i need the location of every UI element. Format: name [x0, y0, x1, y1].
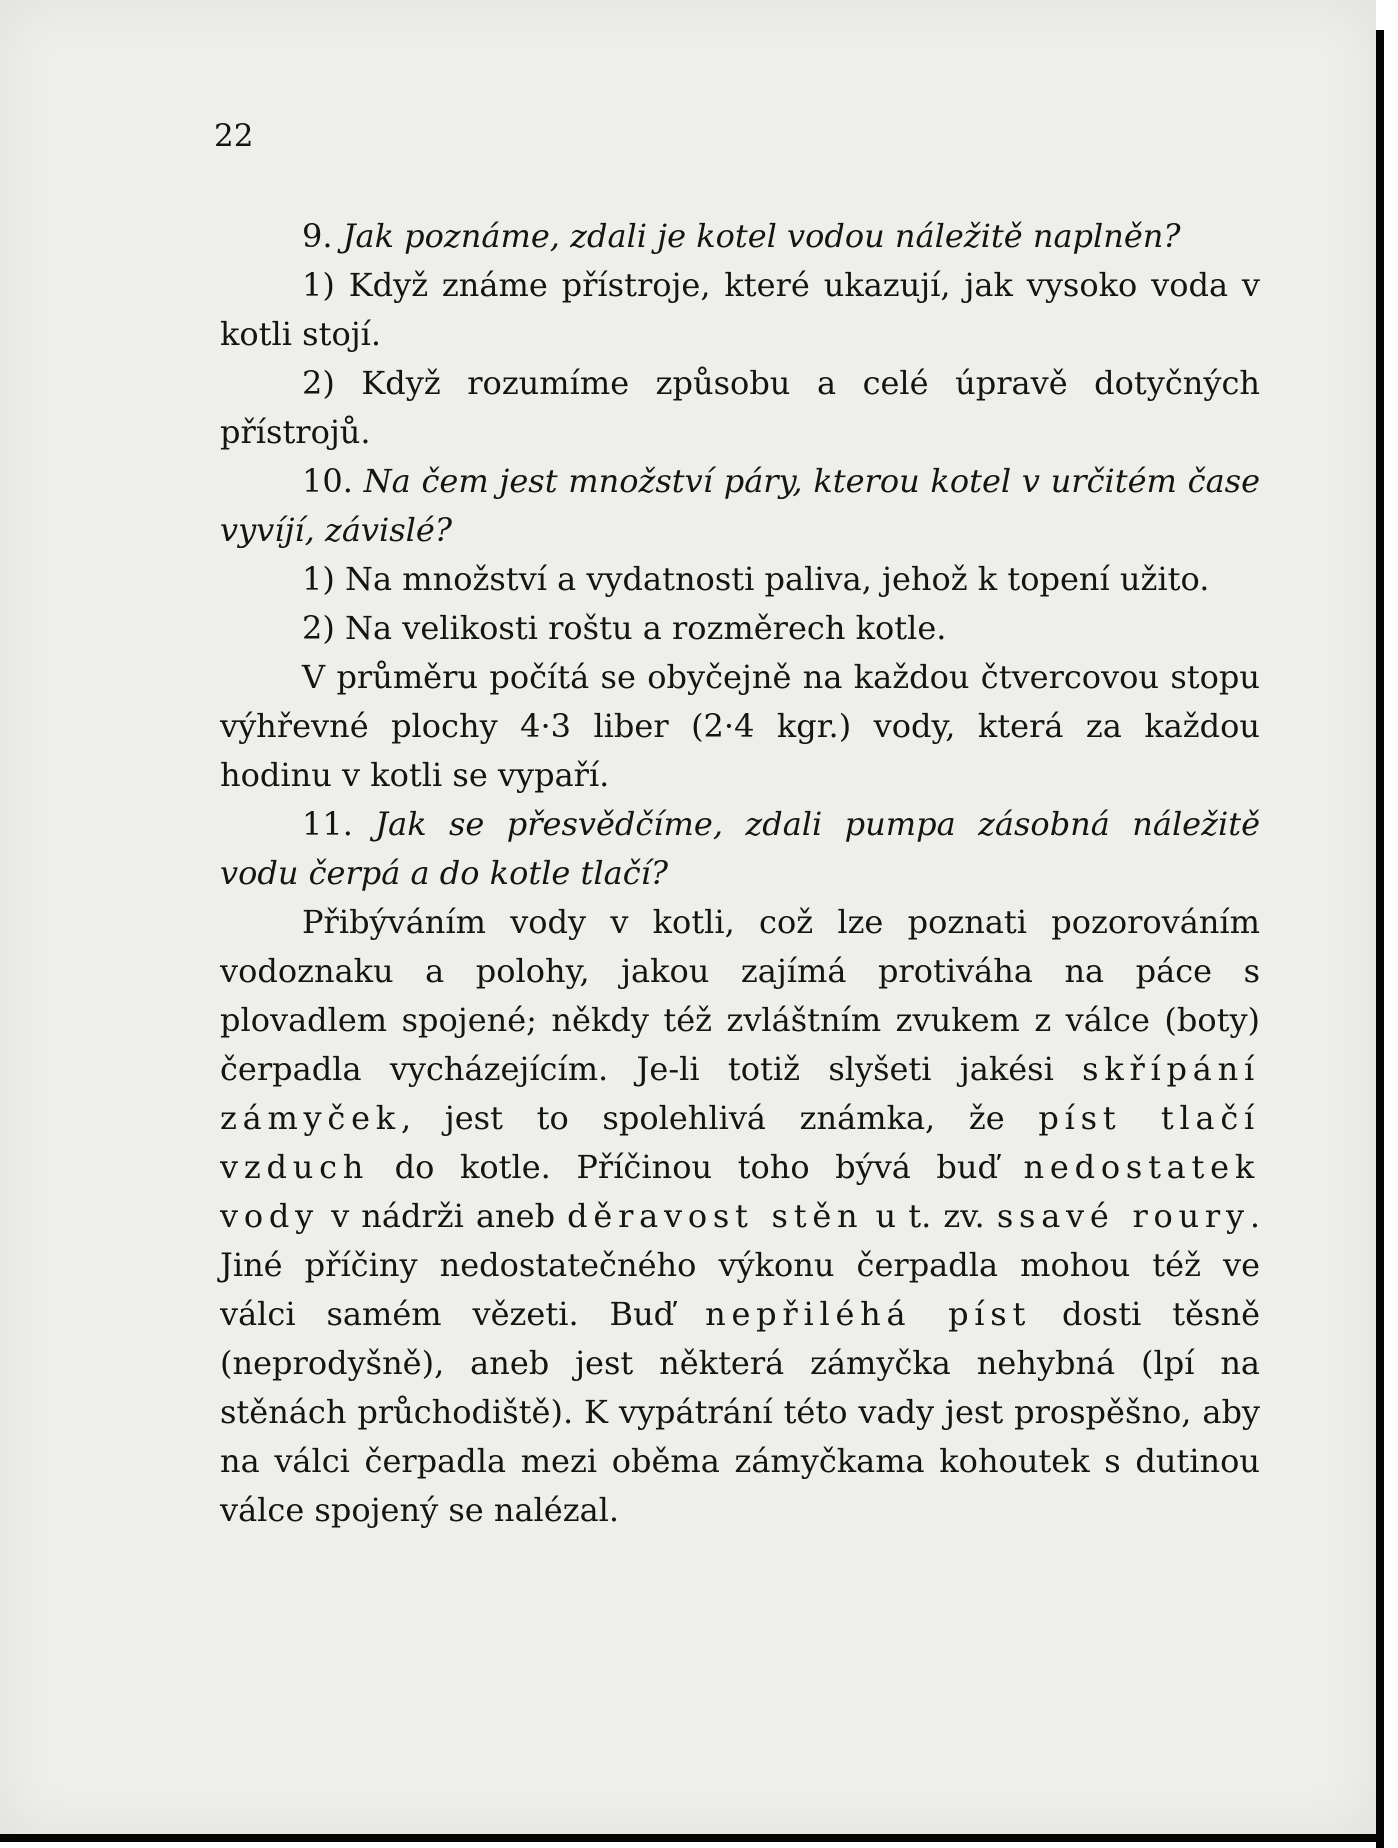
answer-text: Přibýváním vody v kotli, což lze poznati pozorováním vodoznaku a polohy, jakou zajímá protiváha na páce s plovadlem spojené; někdy též zvláštním zvukem z válce (boty) čerpadla vycházejícím. Je-li totiž slyšeti jakési — [220, 903, 1260, 1088]
answer-text: , jest to spolehlivá známka, že — [400, 1099, 1039, 1137]
answer-paragraph: 2) Na velikosti roštu a rozměrech kotle. — [302, 609, 947, 647]
question-text: Jak poznáme, zdali je kotel vodou náležitě naplněn? — [342, 217, 1181, 255]
answer-text: u t. zv. — [863, 1197, 997, 1235]
question-10 — [220, 457, 1260, 555]
question-number: 11. — [302, 805, 353, 843]
question-text: Jak se přesvědčíme, zdali pumpa zásobná náležitě vodu čerpá a do kotle tlačí? — [220, 805, 1261, 892]
page-body — [220, 212, 1260, 1535]
spaced-emphasis: nedostatek vody — [220, 1148, 1260, 1235]
question-11 — [220, 800, 1260, 898]
answer-text: dosti těsně (neprodyšně), aneb jest některá zámyčka nehybná (lpí na stěnách průchodiště). K vypátrání této vady jest prospěšno, aby na válci čerpadla mezi oběma zámyčkama kohoutek s dutinou válce spojený se nalézal. — [220, 1295, 1261, 1529]
spaced-emphasis: děravost stěn — [567, 1197, 864, 1235]
page-number: 22 — [214, 118, 254, 154]
answer-11-paragraph — [220, 898, 1260, 1535]
answer-paragraph: V průměru počítá se obyčejně na každou čtvercovou stopu výhřevné plochy 4·3 liber (2·4 kgr.) vody, která za každou hodinu v kotli se vypaří. — [220, 658, 1260, 794]
answer-paragraph: 2) Když rozumíme způsobu a celé úpravě dotyčných přístrojů. — [220, 364, 1260, 451]
spaced-emphasis: píst tlačí vzduch — [220, 1099, 1261, 1186]
answer-text: . Jiné příčiny nedostatečného výkonu čerpadla mohou též ve válci samém vězeti. Buď — [220, 1197, 1260, 1333]
answer-text: do kotle. Příčinou toho bývá buď — [369, 1148, 1024, 1186]
spaced-emphasis: skřípání zámyček — [220, 1050, 1260, 1137]
spaced-emphasis: ssavé roury — [996, 1197, 1250, 1235]
answer-text: v nádrži aneb — [318, 1197, 568, 1235]
question-number: 9. — [302, 217, 333, 255]
answer-paragraph: 1) Na množství a vydatnosti paliva, jehož k topení užito. — [302, 560, 1210, 598]
question-text: Na čem jest množství páry, kterou kotel v určitém čase vyvíjí, závislé? — [220, 462, 1261, 549]
scan-border-bottom — [0, 1834, 1384, 1842]
question-9 — [220, 212, 1260, 261]
question-number: 10. — [302, 462, 353, 500]
scan-border-right — [1376, 30, 1384, 1848]
answer-paragraph: 1) Když známe přístroje, které ukazují, jak vysoko voda v kotli stojí. — [220, 266, 1260, 353]
spaced-emphasis: nepřiléhá píst — [705, 1295, 1032, 1333]
